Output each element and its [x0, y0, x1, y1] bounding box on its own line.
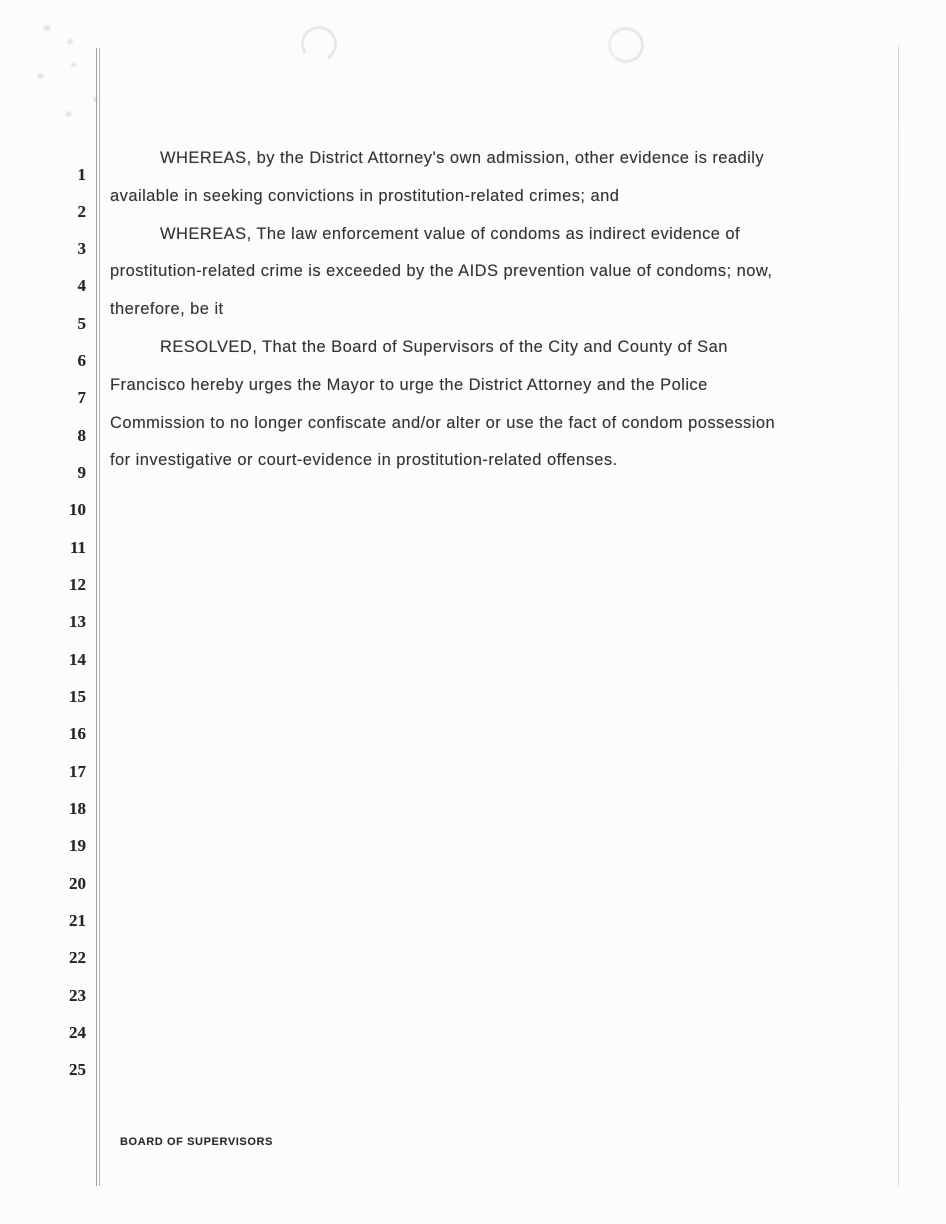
smudge-mark [36, 72, 45, 80]
body-text-line: WHEREAS, The law enforcement value of condoms as indirect evidence of [160, 224, 741, 243]
body-text-line: Francisco hereby urges the Mayor to urge the District Attorney and the Police [110, 375, 708, 394]
pleading-double-rule [96, 48, 100, 1186]
line-number: 14 [69, 649, 86, 669]
line-number: 10 [69, 500, 86, 520]
line-number: 9 [77, 463, 86, 483]
line-number: 3 [77, 239, 86, 259]
body-text-line: available in seeking convictions in prostitution-related crimes; and [110, 186, 620, 205]
smudge-mark [70, 62, 77, 68]
footer-text: BOARD OF SUPERVISORS [120, 1136, 273, 1148]
line-number: 17 [69, 761, 86, 781]
line-number: 22 [69, 948, 86, 968]
body-text-line: RESOLVED, That the Board of Supervisors of the City and County of San [160, 338, 728, 356]
smudge-mark [42, 24, 52, 32]
line-number: 23 [69, 985, 86, 1005]
line-number: 5 [77, 313, 86, 333]
body-text-line: WHEREAS, by the District Attorney's own admission, other evidence is readily [160, 149, 765, 167]
body-text-line: for investigative or court-evidence in prostitution-related offenses. [110, 451, 618, 470]
line-number: 11 [69, 537, 86, 557]
line-number: 16 [69, 724, 86, 744]
body-text-line: Commission to no longer confiscate and/or alter or use the fact of condom possession [110, 413, 776, 432]
line-number: 15 [69, 686, 86, 706]
line-number: 7 [77, 388, 86, 408]
line-number: 25 [69, 1060, 86, 1080]
line-number: 12 [69, 575, 86, 595]
punch-hole-left [298, 23, 341, 66]
line-number: 19 [69, 836, 86, 856]
body-text-line: therefore, be it [110, 300, 224, 319]
line-number: 21 [69, 910, 86, 930]
line-number: 24 [69, 1022, 86, 1042]
punch-hole-right [606, 25, 647, 66]
line-number: 13 [69, 612, 86, 632]
line-number: 1 [77, 164, 86, 184]
line-number: 8 [77, 425, 86, 445]
line-number: 20 [69, 873, 86, 893]
line-number: 4 [77, 276, 86, 296]
line-number: 6 [77, 351, 86, 371]
right-margin-line [898, 45, 899, 1186]
body-text-line: prostitution-related crime is exceeded by the AIDS prevention value of condoms; now, [110, 262, 773, 281]
line-number: 2 [77, 201, 86, 221]
smudge-mark [64, 110, 73, 118]
smudge-mark [66, 38, 74, 45]
line-number: 18 [69, 798, 86, 818]
